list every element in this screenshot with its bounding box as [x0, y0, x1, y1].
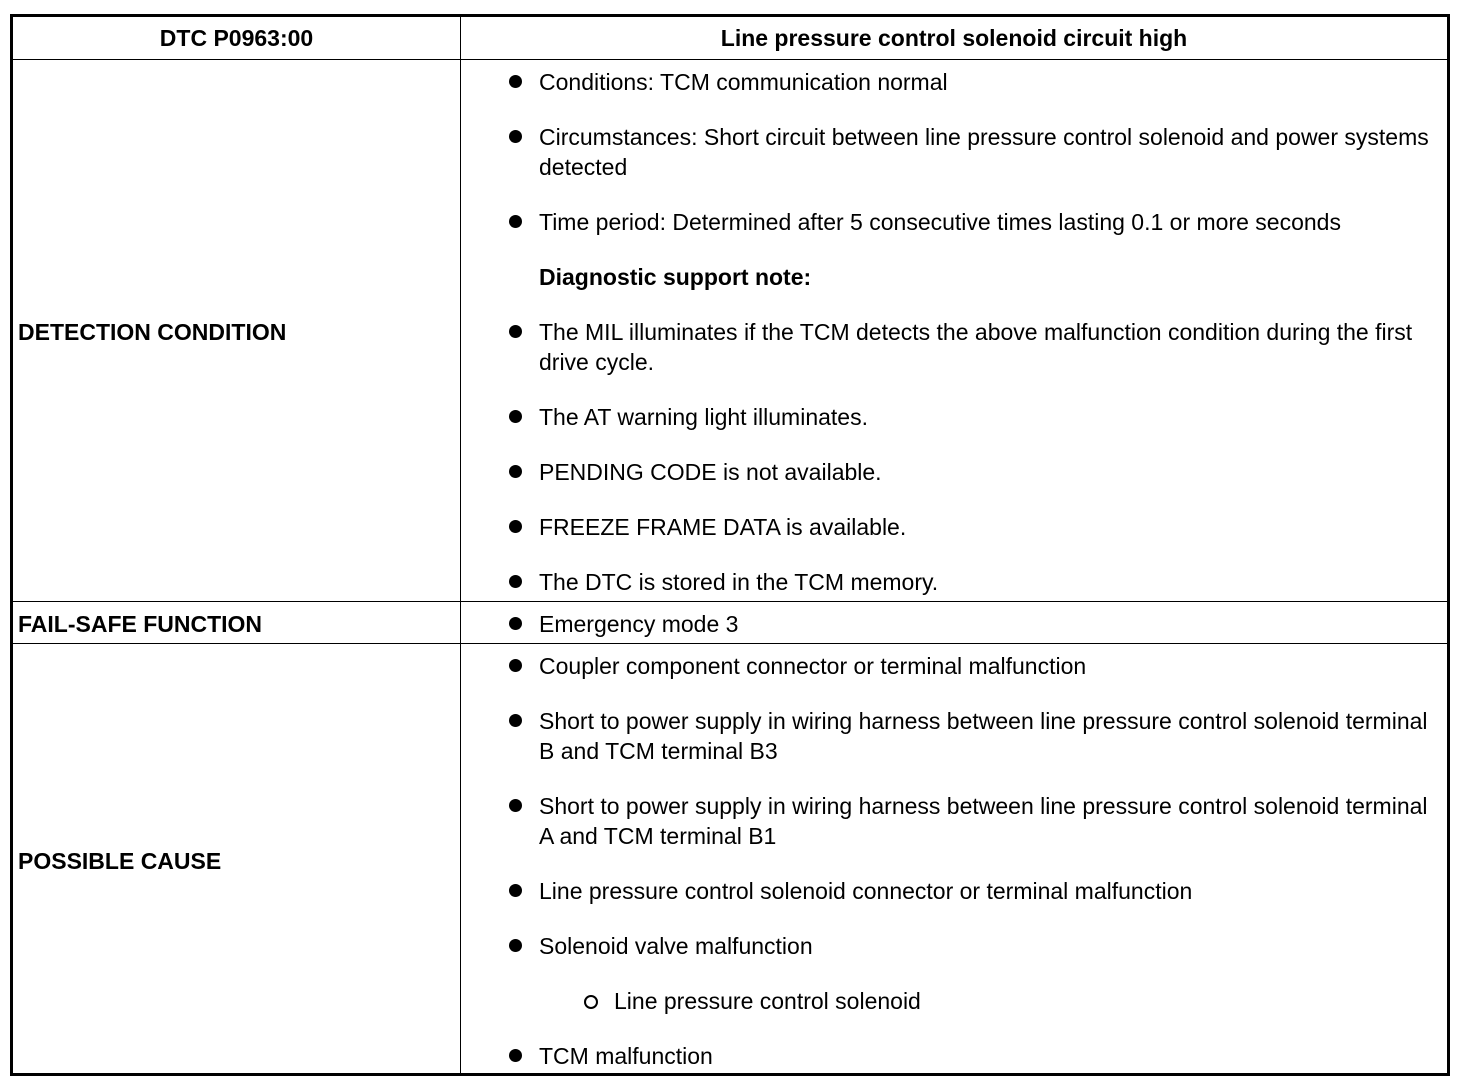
- note-item: The MIL illuminates if the TCM detects the above malfunction condition during the first drive cycle.: [539, 319, 1413, 375]
- bullet-icon: [509, 939, 522, 952]
- dtc-code-header: DTC P0963:00: [159, 25, 314, 51]
- row-divider: [13, 643, 1447, 644]
- bullet-icon: [509, 1049, 522, 1062]
- bullet-icon: [509, 659, 522, 672]
- note-item: The AT warning light illuminates.: [539, 404, 868, 430]
- column-divider: [460, 17, 461, 1073]
- diagnostic-note-title: Diagnostic support note:: [539, 264, 812, 290]
- note-item: PENDING CODE is not available.: [539, 459, 882, 485]
- note-item: The DTC is stored in the TCM memory.: [539, 569, 939, 595]
- possible-cause-label: POSSIBLE CAUSE: [18, 848, 222, 874]
- bullet-icon: [509, 215, 522, 228]
- hollow-bullet-icon: [584, 995, 598, 1009]
- bullet-icon: [509, 410, 522, 423]
- bullet-icon: [509, 130, 522, 143]
- cause-item: Coupler component connector or terminal malfunction: [539, 653, 1087, 679]
- bullet-icon: [509, 617, 522, 630]
- detection-item: Time period: Determined after 5 consecutive times lasting 0.1 or more seconds: [539, 209, 1341, 235]
- bullet-icon: [509, 520, 522, 533]
- detection-item: Conditions: TCM communication normal: [539, 69, 948, 95]
- bullet-icon: [509, 325, 522, 338]
- dtc-table: [10, 14, 1450, 1076]
- bullet-icon: [509, 75, 522, 88]
- cause-item: Short to power supply in wiring harness between line pressure control solenoid terminal B and TCM terminal B3: [539, 708, 1428, 764]
- dtc-title-header: Line pressure control solenoid circuit high: [720, 25, 1188, 51]
- detection-condition-label: DETECTION CONDITION: [18, 319, 287, 345]
- cause-item: TCM malfunction: [539, 1043, 713, 1069]
- bullet-icon: [509, 575, 522, 588]
- bullet-icon: [509, 799, 522, 812]
- detection-item: Circumstances: Short circuit between line pressure control solenoid and power systems detected: [539, 124, 1429, 180]
- bullet-icon: [509, 465, 522, 478]
- fail-safe-item: Emergency mode 3: [539, 611, 739, 637]
- cause-item: Line pressure control solenoid connector or terminal malfunction: [539, 878, 1193, 904]
- header-divider: [13, 59, 1447, 60]
- cause-sub-item: Line pressure control solenoid: [614, 988, 921, 1014]
- row-divider: [13, 601, 1447, 602]
- fail-safe-function-label: FAIL-SAFE FUNCTION: [18, 611, 263, 637]
- bullet-icon: [509, 884, 522, 897]
- cause-item: Short to power supply in wiring harness between line pressure control solenoid terminal A and TCM terminal B1: [539, 793, 1428, 849]
- cause-item: Solenoid valve malfunction: [539, 933, 813, 959]
- bullet-icon: [509, 714, 522, 727]
- note-item: FREEZE FRAME DATA is available.: [539, 514, 907, 540]
